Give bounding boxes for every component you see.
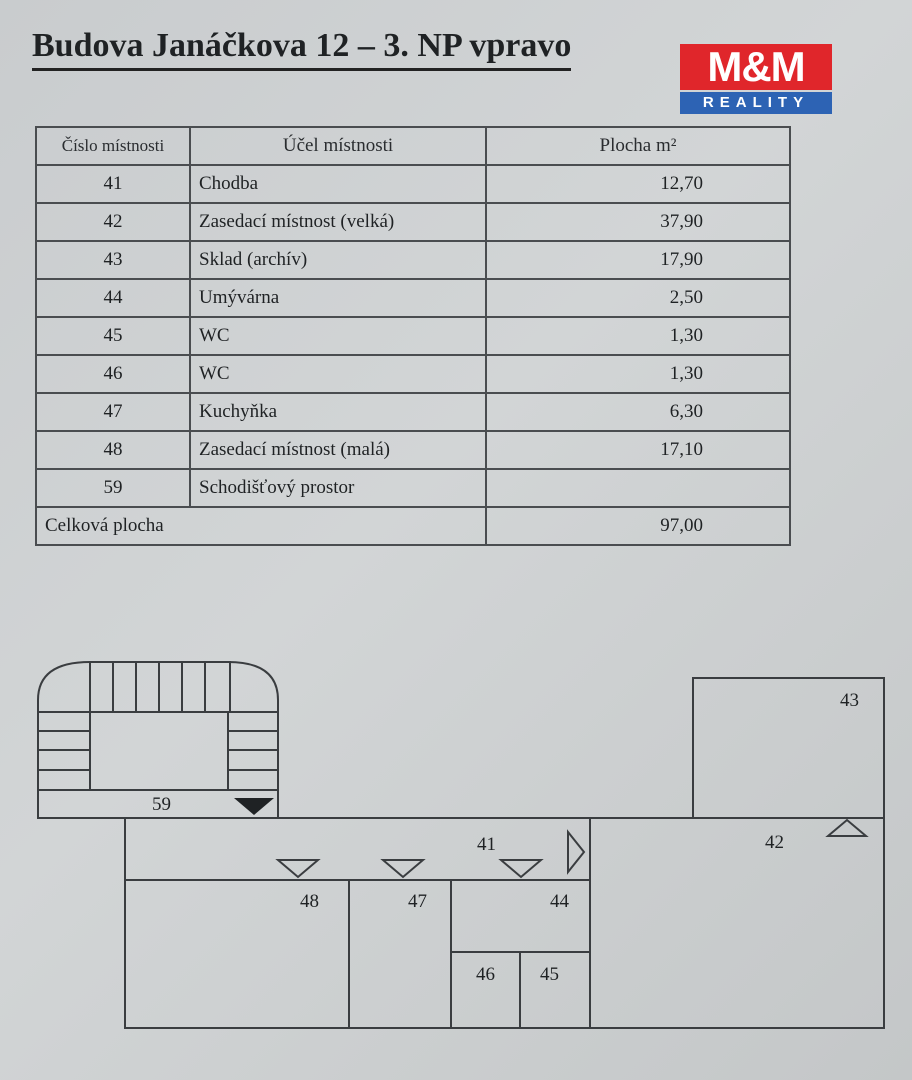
- room-area: 37,90: [486, 203, 790, 241]
- room-number: 48: [36, 431, 190, 469]
- room-area: [486, 469, 790, 507]
- room-area: 6,30: [486, 393, 790, 431]
- logo-subtitle: REALITY: [680, 92, 832, 114]
- room-41-corridor: [125, 818, 590, 880]
- room-number: 59: [36, 469, 190, 507]
- room-purpose: WC: [190, 355, 486, 393]
- room-purpose: Sklad (archív): [190, 241, 486, 279]
- table-row: [36, 431, 790, 469]
- room-44: [451, 880, 590, 952]
- header-room-purpose: Účel místnosti: [190, 127, 486, 165]
- logo-brand: M&M: [680, 44, 832, 90]
- room-number: 44: [36, 279, 190, 317]
- header-room-number: Číslo místnosti: [36, 127, 190, 165]
- table-row: [36, 355, 790, 393]
- room-47: [349, 880, 451, 1028]
- room-purpose: Chodba: [190, 165, 486, 203]
- room-number: 47: [36, 393, 190, 431]
- door-48-icon: [278, 860, 318, 877]
- table-row: [36, 203, 790, 241]
- floor-plan: [0, 640, 912, 1060]
- room-purpose: Kuchyňka: [190, 393, 486, 431]
- room-number: 42: [36, 203, 190, 241]
- table-total-row: [36, 507, 790, 545]
- room-purpose: WC: [190, 317, 486, 355]
- label-45: 45: [540, 964, 559, 985]
- table-row: [36, 469, 790, 507]
- door-43-icon: [828, 820, 866, 836]
- total-label: Celková plocha: [36, 507, 486, 545]
- door-47-icon: [383, 860, 423, 877]
- room-number: 46: [36, 355, 190, 393]
- room-area: 1,30: [486, 317, 790, 355]
- table-row: [36, 165, 790, 203]
- table-row: [36, 279, 790, 317]
- label-42: 42: [765, 832, 784, 853]
- total-area: 97,00: [486, 507, 790, 545]
- company-logo: [680, 44, 832, 116]
- room-area: 17,90: [486, 241, 790, 279]
- room-area: 1,30: [486, 355, 790, 393]
- room-purpose: Zasedací místnost (malá): [190, 431, 486, 469]
- label-46: 46: [476, 964, 495, 985]
- label-41: 41: [477, 834, 496, 855]
- room-purpose: Zasedací místnost (velká): [190, 203, 486, 241]
- stair-entry-icon: [234, 798, 274, 815]
- room-purpose: Umývárna: [190, 279, 486, 317]
- room-number: 43: [36, 241, 190, 279]
- page-title: Budova Janáčkova 12 – 3. NP vpravo: [32, 26, 571, 71]
- room-42: [590, 818, 884, 1028]
- label-47: 47: [408, 891, 427, 912]
- table-row: [36, 317, 790, 355]
- table-row: [36, 393, 790, 431]
- table-row: [36, 241, 790, 279]
- label-43: 43: [840, 690, 859, 711]
- label-44: 44: [550, 891, 569, 912]
- table-header-row: [36, 127, 790, 165]
- room-number: 45: [36, 317, 190, 355]
- label-48: 48: [300, 891, 319, 912]
- room-area: 12,70: [486, 165, 790, 203]
- door-44-icon: [501, 860, 541, 877]
- header-area: Plocha m²: [486, 127, 790, 165]
- rooms-table: [35, 126, 791, 546]
- room-number: 41: [36, 165, 190, 203]
- label-59: 59: [152, 794, 171, 815]
- room-area: 2,50: [486, 279, 790, 317]
- door-42-icon: [568, 832, 584, 872]
- room-purpose: Schodišťový prostor: [190, 469, 486, 507]
- room-area: 17,10: [486, 431, 790, 469]
